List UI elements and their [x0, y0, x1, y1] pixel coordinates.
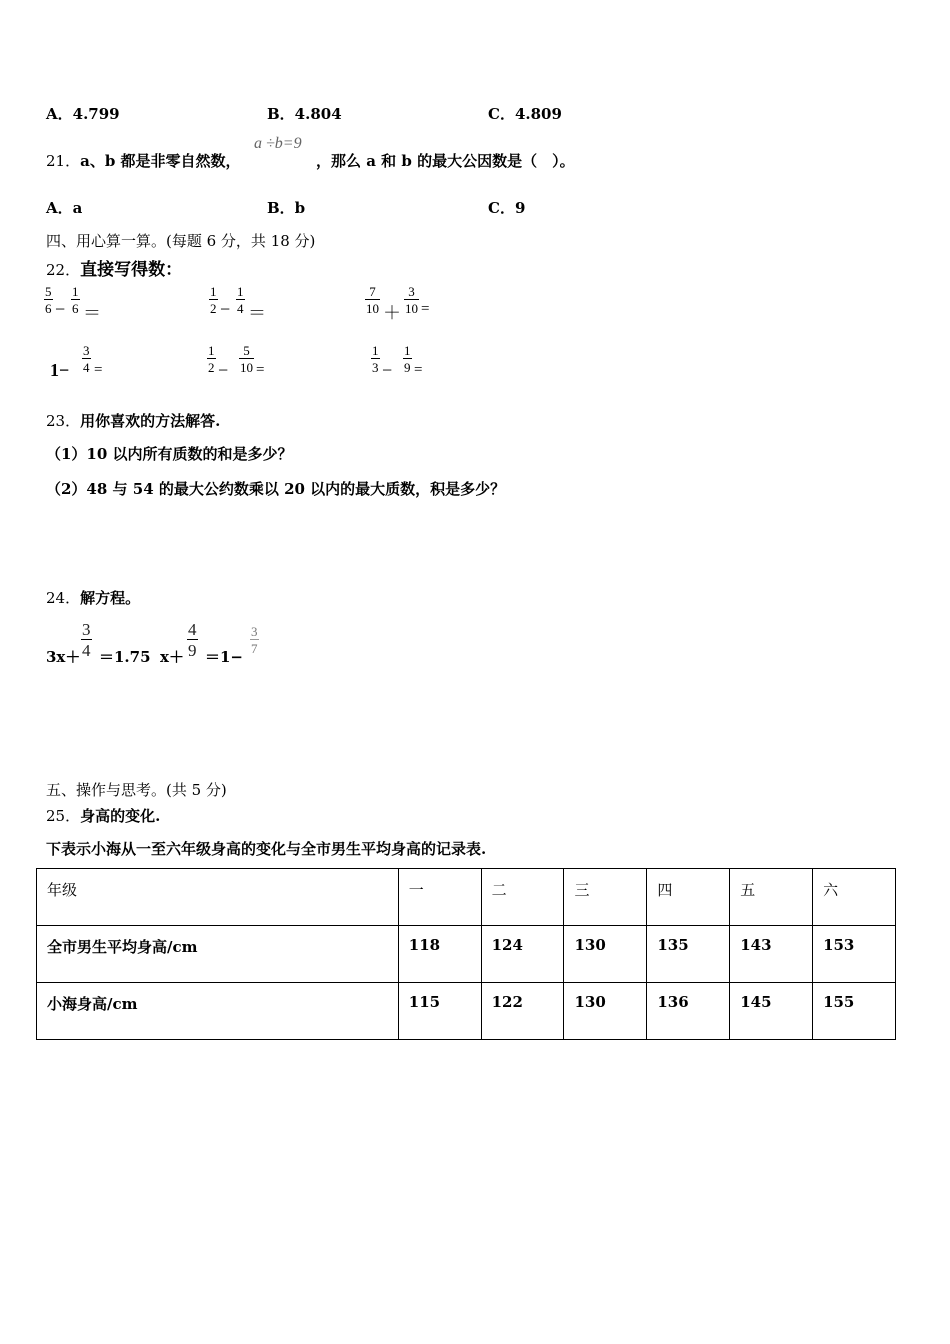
- q22-r2-e2-frac2: $\frac{5}{10}$: [240, 343, 253, 375]
- table-row: [37, 926, 896, 983]
- table-cell: 135: [647, 926, 730, 983]
- q24-title: 解方程。: [80, 589, 141, 607]
- q22-r1-e1-op: −: [55, 299, 66, 319]
- table-cell: 145: [730, 983, 813, 1040]
- table-cell: 143: [730, 926, 813, 983]
- q22-r2-e2-eq: =: [256, 362, 265, 378]
- q21-question: [46, 150, 241, 171]
- q22-r1-e1-eq: ＝: [83, 303, 101, 323]
- q22-r1-e2-eq: ＝: [248, 303, 266, 323]
- table-cell: 118: [398, 926, 481, 983]
- table-cell: 155: [813, 983, 896, 1040]
- q21-text-after: ，那么 a 和 b 的最大公因数是（ ）。: [316, 152, 575, 170]
- table-header-cell: 六: [813, 869, 896, 926]
- q22-r2-e3-eq: =: [414, 362, 423, 378]
- table-cell: 115: [398, 983, 481, 1040]
- q21-formula: a ÷b=9: [254, 135, 302, 152]
- q22-r1-e1-frac2: $\frac{1}{6}$: [72, 284, 79, 316]
- table-cell: 小海身高/cm: [37, 983, 399, 1040]
- q22-title: 直接写得数：: [80, 260, 183, 280]
- table-row: [37, 983, 896, 1040]
- q25-intro: 下表示小海从一至六年级身高的变化与全市男生平均身高的记录表.: [46, 840, 487, 858]
- q22-r1-e3-op: ＋: [383, 303, 401, 323]
- q22-r1-e3-frac1: $\frac{7}{10}$: [366, 284, 379, 316]
- q20-option-c: C．4.809: [488, 105, 562, 123]
- q25-title: 身高的变化.: [80, 807, 161, 825]
- table-header-cell: 四: [647, 869, 730, 926]
- q21-option-a: A．a: [46, 199, 83, 217]
- q24-heading: [46, 587, 140, 608]
- q22-r1-e1-frac1: $\frac{5}{6}$: [45, 284, 52, 316]
- q23-heading: [46, 410, 220, 431]
- q22-r2-e1-lead: 1−: [50, 360, 70, 380]
- table-cell: 153: [813, 926, 896, 983]
- q21-text-before: a、b 都是非零自然数，: [80, 152, 241, 170]
- q24-eq2-frac1: $\frac{4}{9}$: [188, 620, 197, 660]
- q22-r2-e2-op: −: [218, 360, 229, 380]
- q22-r2-e3-op: −: [382, 360, 393, 380]
- q22-r2-e3-frac2: $\frac{1}{9}$: [404, 343, 411, 375]
- q24-eq1-lead: 3x＋: [46, 648, 81, 666]
- table-header-cell: 五: [730, 869, 813, 926]
- q21-option-c: C．9: [488, 199, 526, 217]
- q22-r1-e3-frac2: $\frac{3}{10}$: [405, 284, 418, 316]
- table-cell: 130: [564, 926, 647, 983]
- table-cell: 124: [481, 926, 564, 983]
- q22-number: 22．: [46, 261, 81, 279]
- table-cell: 全市男生平均身高/cm: [37, 926, 399, 983]
- q23-number: 23．: [46, 412, 81, 430]
- table-header-row: [37, 869, 896, 926]
- q24-eq2-lead: x＋: [160, 648, 184, 666]
- q22-r2-e1-eq: =: [94, 362, 103, 378]
- q23-part2: （2）48 与 54 的最大公约数乘以 20 以内的最大质数，积是多少？: [46, 480, 506, 498]
- table-cell: 122: [481, 983, 564, 1040]
- q22-r1-e2-frac2: $\frac{1}{4}$: [237, 284, 244, 316]
- height-table: [36, 868, 896, 1040]
- table-header-cell: 三: [564, 869, 647, 926]
- q22-r2-e2-frac1: $\frac{1}{2}$: [208, 343, 215, 375]
- q21-number: 21．: [46, 152, 81, 170]
- q25-number: 25．: [46, 807, 81, 825]
- q20-option-a: A．4.799: [46, 105, 120, 123]
- q22-r1-e2-frac1: $\frac{1}{2}$: [210, 284, 217, 316]
- q24-eq1-frac: $\frac{3}{4}$: [82, 620, 91, 660]
- q22-r2-e1-frac: $\frac{3}{4}$: [83, 343, 90, 375]
- section4-title: 四、用心算一算。(每题 6 分，共 18 分): [46, 232, 316, 250]
- q20-option-b: B．4.804: [267, 105, 342, 123]
- q23-part1: （1）10 以内所有质数的和是多少？: [46, 445, 293, 463]
- q22-heading: [46, 255, 182, 280]
- table-header-cell: 年级: [37, 869, 399, 926]
- q22-r2-e3-frac1: $\frac{1}{3}$: [372, 343, 379, 375]
- q24-eq2-mid: ＝1−: [205, 648, 244, 666]
- q24-number: 24．: [46, 589, 81, 607]
- q22-r1-e2-op: −: [220, 299, 231, 319]
- q24-eq2-frac2: $\frac{3}{7}$: [251, 624, 258, 656]
- table-cell: 130: [564, 983, 647, 1040]
- q24-eq1-tail: ＝1.75: [99, 648, 151, 666]
- table-header-cell: 二: [481, 869, 564, 926]
- q25-heading: [46, 805, 160, 826]
- section5-title: 五、操作与思考。(共 5 分): [46, 781, 227, 799]
- table-header-cell: 一: [398, 869, 481, 926]
- q21-option-b: B．b: [267, 199, 306, 217]
- q23-title: 用你喜欢的方法解答.: [80, 412, 221, 430]
- table-cell: 136: [647, 983, 730, 1040]
- q22-r1-e3-eq: =: [421, 301, 430, 317]
